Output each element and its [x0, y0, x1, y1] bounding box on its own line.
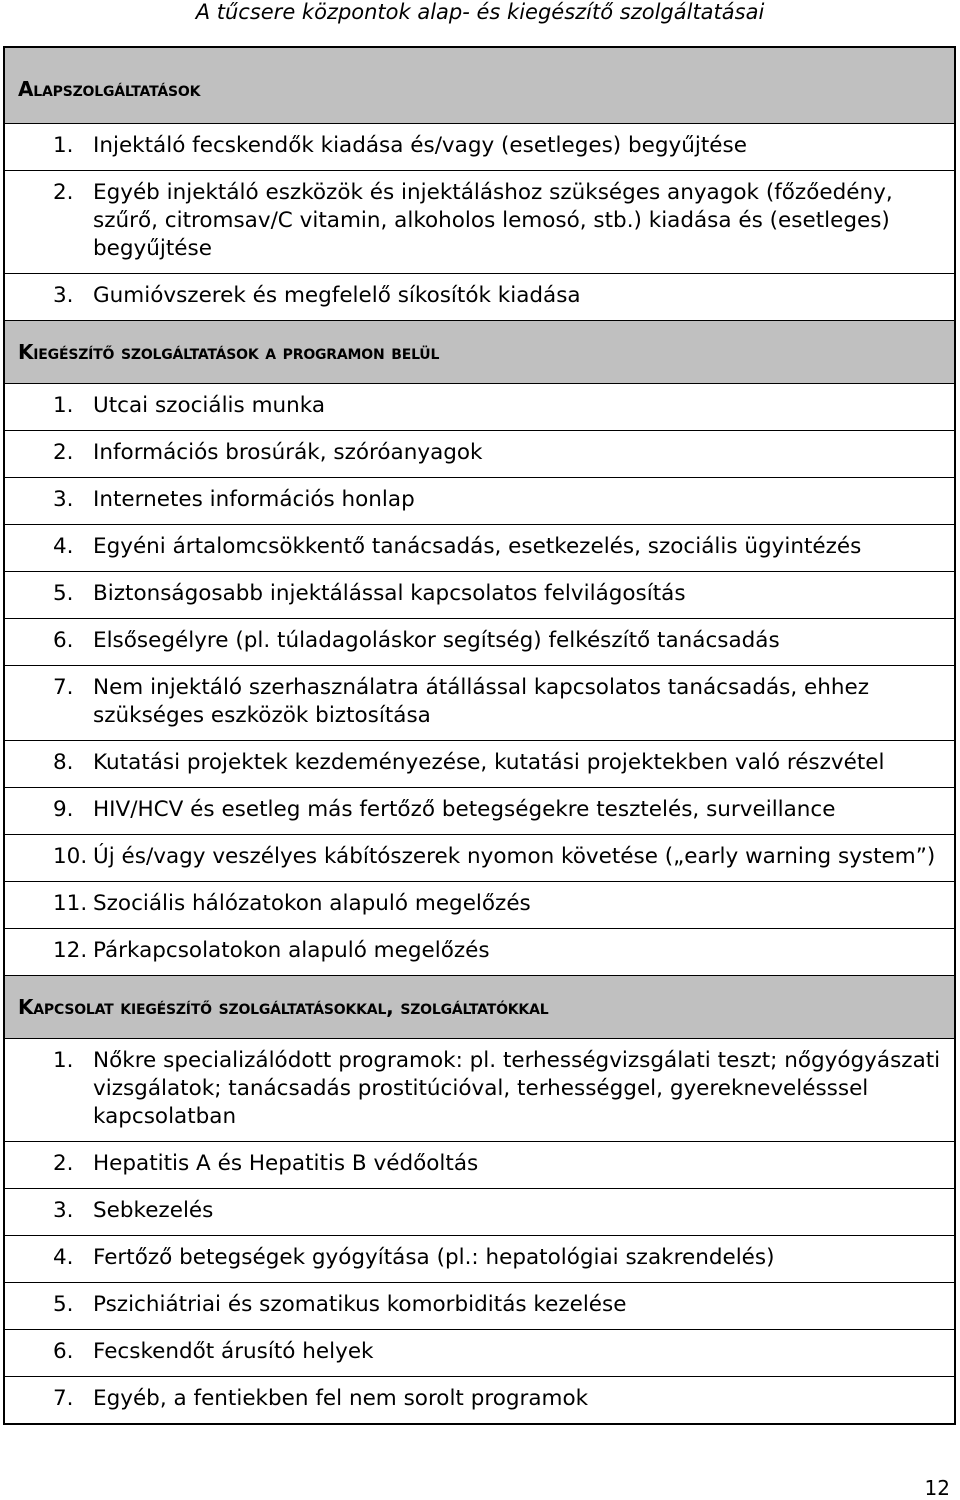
item-number: 5.: [53, 1292, 74, 1317]
service-item-row: [4, 478, 955, 525]
item-number: 8.: [53, 750, 74, 775]
item-text: Kutatási projektek kezdeményezése, kutatási projektekben való részvétel: [93, 750, 885, 775]
list-item: [53, 1150, 954, 1178]
item-number: 3.: [53, 283, 74, 308]
item-text: Gumióvszerek és megfelelő síkosítók kiadása: [93, 283, 581, 308]
service-item-row: [4, 929, 955, 976]
list-item: [53, 627, 954, 655]
item-number: 3.: [53, 487, 74, 512]
service-item-cell: [4, 882, 955, 929]
item-text: Sebkezelés: [93, 1198, 214, 1223]
services-table: [3, 46, 956, 1425]
item-text: Szociális hálózatokon alapuló megelőzés: [93, 891, 531, 916]
item-text: Egyéb, a fentiekben fel nem sorolt programok: [93, 1386, 589, 1411]
item-number: 5.: [53, 581, 74, 606]
service-item-row: [4, 666, 955, 741]
service-item-cell: [4, 619, 955, 666]
service-item-row: [4, 572, 955, 619]
item-number: 11.: [53, 891, 88, 916]
service-item-row: [4, 1377, 955, 1425]
item-text: Fertőző betegségek gyógyítása (pl.: hepatológiai szakrendelés): [93, 1245, 775, 1270]
service-item-cell: [4, 431, 955, 478]
list-item: [53, 1244, 954, 1272]
item-number: 6.: [53, 1339, 74, 1364]
list-item: [53, 282, 954, 310]
service-item-cell: [4, 525, 955, 572]
service-item-row: [4, 384, 955, 431]
item-text: Internetes információs honlap: [93, 487, 415, 512]
item-text: Új és/vagy veszélyes kábítószerek nyomon követése („early warning system”): [93, 844, 936, 869]
item-text: Biztonságosabb injektálással kapcsolatos felvilágosítás: [93, 581, 686, 606]
service-item-cell: [4, 666, 955, 741]
service-item-row: [4, 171, 955, 274]
service-item-row: [4, 835, 955, 882]
list-item: [53, 937, 954, 965]
item-number: 7.: [53, 1386, 74, 1411]
item-text: Injektáló fecskendők kiadása és/vagy (esetleges) begyűjtése: [93, 133, 747, 158]
service-item-cell: [4, 1142, 955, 1189]
section-title: Kiegészítő szolgáltatások a programon belül: [4, 321, 955, 384]
service-item-row: [4, 1236, 955, 1283]
service-item-row: [4, 882, 955, 929]
item-number: 6.: [53, 628, 74, 653]
item-text: Nőkre specializálódott programok: pl. terhességvizsgálati teszt; nőgyógyászati vizsgálatok; tanácsadás prostitúcióval, terhességgel, gyereknevelésssel kapcsolatban: [93, 1048, 941, 1129]
list-item: [53, 890, 954, 918]
service-item-cell: [4, 384, 955, 431]
list-item: [53, 486, 954, 514]
item-text: Egyéb injektáló eszközök és injektáláshoz szükséges anyagok (főzőedény, szűrő, citromsav/C vitamin, alkoholos lemosó, stb.) kiadása és (esetleges) begyűjtése: [93, 180, 893, 261]
list-item: [53, 392, 954, 420]
item-text: Információs brosúrák, szóróanyagok: [93, 440, 483, 465]
list-item: [53, 132, 954, 160]
section-title: Kapcsolat kiegészítő szolgáltatásokkal, szolgáltatókkal: [4, 976, 955, 1039]
item-text: Pszichiátriai és szomatikus komorbiditás kezelése: [93, 1292, 627, 1317]
item-number: 1.: [53, 393, 74, 418]
list-item: [53, 1291, 954, 1319]
item-text: Fecskendőt árusító helyek: [93, 1339, 374, 1364]
service-item-cell: [4, 1189, 955, 1236]
service-item-row: [4, 1330, 955, 1377]
list-item: [53, 1385, 954, 1413]
item-text: Utcai szociális munka: [93, 393, 326, 418]
list-item: [53, 533, 954, 561]
service-item-row: [4, 1283, 955, 1330]
item-number: 1.: [53, 1048, 74, 1073]
service-item-cell: [4, 1330, 955, 1377]
item-text: Hepatitis A és Hepatitis B védőoltás: [93, 1151, 479, 1176]
service-item-cell: [4, 171, 955, 274]
item-number: 2.: [53, 1151, 74, 1176]
item-number: 2.: [53, 440, 74, 465]
service-item-row: [4, 525, 955, 572]
item-number: 1.: [53, 133, 74, 158]
list-item: [53, 674, 954, 730]
list-item: [53, 1338, 954, 1366]
list-item: [53, 439, 954, 467]
item-text: Nem injektáló szerhasználatra átállással kapcsolatos tanácsadás, ehhez szükséges eszközök biztosítása: [93, 675, 870, 728]
section-header-row: [4, 976, 955, 1039]
service-item-row: [4, 741, 955, 788]
item-number: 7.: [53, 675, 74, 700]
list-item: [53, 1047, 954, 1131]
page-number: 12: [924, 1476, 950, 1500]
service-item-row: [4, 1039, 955, 1142]
item-number: 12.: [53, 938, 88, 963]
service-item-cell: [4, 124, 955, 171]
service-item-cell: [4, 1236, 955, 1283]
service-item-cell: [4, 929, 955, 976]
page-header: A tűcsere központok alap- és kiegészítő szolgáltatásai: [195, 0, 765, 24]
service-item-row: [4, 788, 955, 835]
service-item-cell: [4, 741, 955, 788]
service-item-row: [4, 1142, 955, 1189]
service-item-cell: [4, 788, 955, 835]
list-item: [53, 1197, 954, 1225]
service-item-row: [4, 124, 955, 171]
item-text: HIV/HCV és esetleg más fertőző betegségekre tesztelés, surveillance: [93, 797, 836, 822]
service-item-cell: [4, 1039, 955, 1142]
service-item-row: [4, 1189, 955, 1236]
service-item-row: [4, 431, 955, 478]
item-text: Elsősegélyre (pl. túladagoláskor segítség) felkészítő tanácsadás: [93, 628, 780, 653]
item-text: Egyéni ártalomcsökkentő tanácsadás, esetkezelés, szociális ügyintézés: [93, 534, 862, 559]
list-item: [53, 179, 954, 263]
item-text: Párkapcsolatokon alapuló megelőzés: [93, 938, 490, 963]
section-header-row: [4, 321, 955, 384]
list-item: [53, 796, 954, 824]
service-item-cell: [4, 1283, 955, 1330]
list-item: [53, 580, 954, 608]
service-item-cell: [4, 572, 955, 619]
list-item: [53, 843, 954, 871]
item-number: 9.: [53, 797, 74, 822]
service-item-cell: [4, 274, 955, 321]
section-header-row: [4, 47, 955, 124]
service-item-cell: [4, 478, 955, 525]
item-number: 4.: [53, 1245, 74, 1270]
item-number: 2.: [53, 180, 74, 205]
service-item-row: [4, 619, 955, 666]
service-item-cell: [4, 1377, 955, 1425]
item-number: 4.: [53, 534, 74, 559]
service-item-row: [4, 274, 955, 321]
list-item: [53, 749, 954, 777]
section-title: Alapszolgáltatások: [4, 47, 955, 124]
item-number: 3.: [53, 1198, 74, 1223]
service-item-cell: [4, 835, 955, 882]
item-number: 10.: [53, 844, 88, 869]
